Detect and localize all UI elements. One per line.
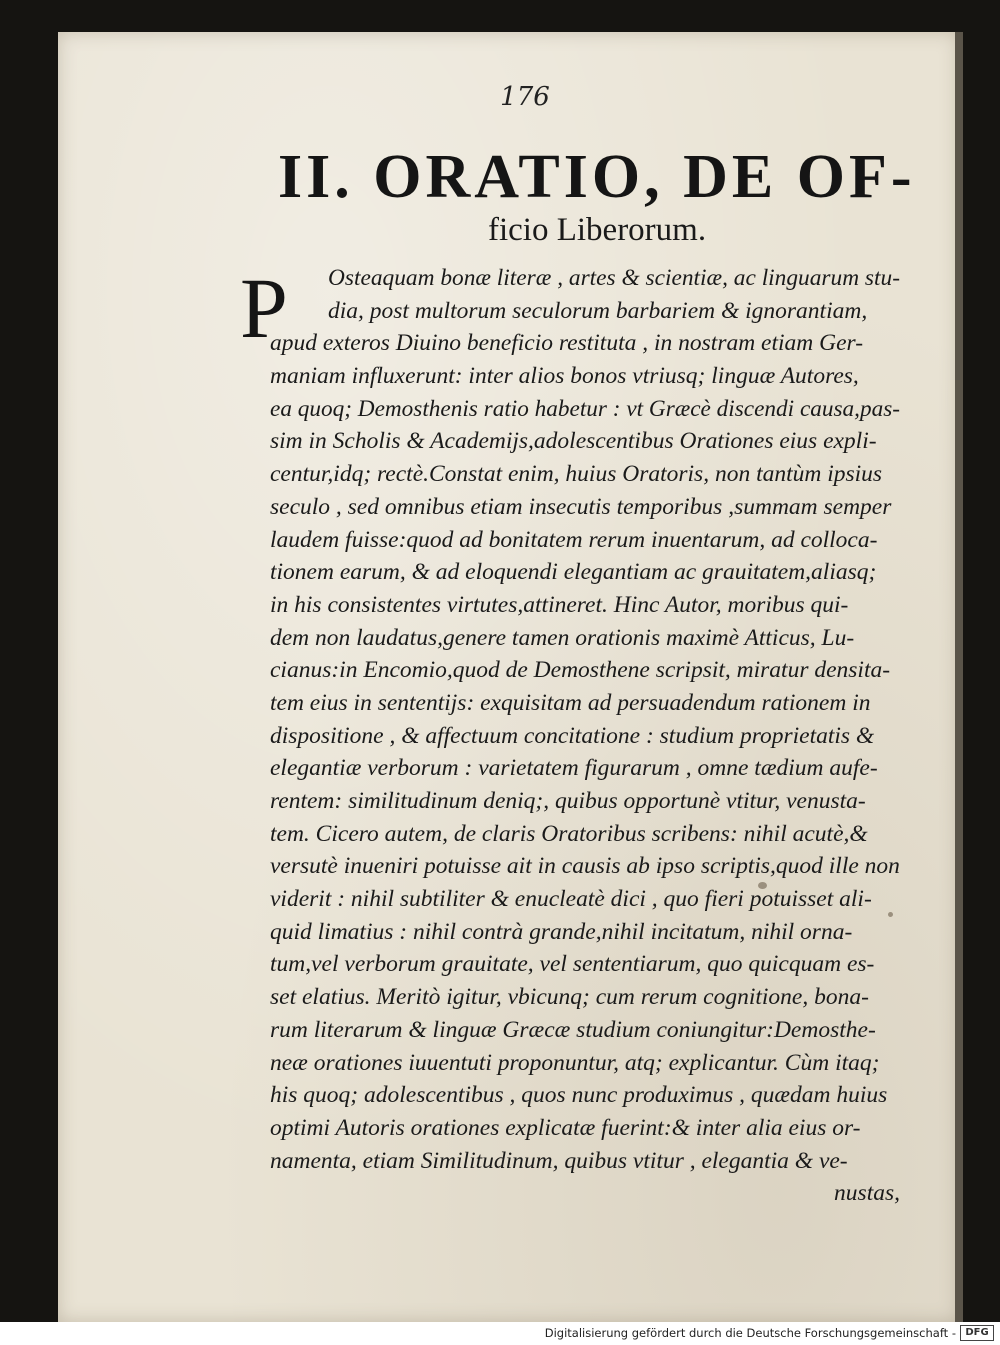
catchword: nustas, <box>834 1180 900 1207</box>
text-line: his quoq; adolescentibus , quos nunc produximus , quædam huius <box>270 1082 888 1109</box>
text-line: in his consistentes virtutes,attineret. Hinc Autor, moribus qui- <box>270 591 849 618</box>
dfg-logo-icon: DFG <box>960 1325 994 1341</box>
text-line: tem. Cicero autem, de claris Oratoribus scribens: nihil acutè,& <box>270 820 868 847</box>
text-line: laudem fuisse:quod ad bonitatem rerum inuentarum, ad colloca- <box>270 526 878 553</box>
text-line: dem non laudatus,genere tamen orationis maximè Atticus, Lu- <box>270 624 855 651</box>
text-line: rum literarum & linguæ Græcæ studium coniungitur:Demosthe- <box>270 1016 876 1043</box>
text-line: ea quoq; Demosthenis ratio habetur : vt Græcè discendi causa,pas- <box>270 395 900 422</box>
text-line: Osteaquam bonæ literæ , artes & scientiæ, ac linguarum stu- <box>328 265 900 291</box>
text-line: centur,idq; rectè.Constat enim, huius Oratoris, non tantùm ipsius <box>270 461 883 488</box>
page-number: 176 <box>500 82 550 112</box>
text-line: dispositione , & affectuum concitatione : studium proprietatis & <box>270 722 875 749</box>
text-line: set elatius. Meritò igitur, vbicunq; cum rerum cognitione, bona- <box>270 984 869 1011</box>
text-line: namenta, etiam Similitudinum, quibus vtitur , elegantia & ve- <box>270 1147 848 1174</box>
text-line: cianus:in Encomio,quod de Demosthene scripsit, miratur densita- <box>270 657 891 684</box>
text-line: rentem: similitudinum deniq;, quibus opportunè vtitur, venusta- <box>270 788 866 814</box>
text-line: tionem earum, & ad eloquendi elegantiam ac grauitatem,aliasq; <box>270 559 877 586</box>
text-line: neæ orationes iuuentuti proponuntur, atq; explicantur. Cùm itaq; <box>270 1049 880 1076</box>
text-line: optimi Autoris orationes explicatæ fuerint:& inter alia eius or- <box>270 1114 861 1141</box>
text-line: versutè inueniri potuisse ait in causis ab ipso scriptis,quod ille non <box>270 853 900 880</box>
text-line: dia, post multorum seculorum barbariem & ignorantiam, <box>328 297 868 324</box>
funding-credit: Digitalisierung gefördert durch die Deutsche Forschungsgemeinschaft - <box>544 1326 956 1340</box>
text-line: viderit : nihil subtiliter & enucleatè dici , quo fieri potuisset ali- <box>270 886 872 913</box>
oration-subtitle: ficio Liberorum. <box>488 212 707 248</box>
text-line: tem eius in sententijs: exquisitam ad persuadendum rationem in <box>270 689 871 716</box>
drop-cap: P <box>240 260 288 356</box>
text-line: seculo , sed omnibus etiam insecutis temporibus ,summam semper <box>270 493 892 520</box>
text-line: maniam influxerunt: inter alios bonos vtriusq; linguæ Autores, <box>270 363 859 390</box>
text-line: quid limatius : nihil contrà grande,nihil incitatum, nihil orna- <box>270 918 853 945</box>
oration-title: II. ORATIO, DE OF- <box>278 143 916 211</box>
text-line: tum,vel verborum grauitate, vel sententiarum, quo quicquam es- <box>270 951 875 978</box>
body-text <box>270 262 900 1210</box>
page-edge <box>955 32 963 1322</box>
text-line: apud exteros Diuino beneficio restituta , in nostram etiam Ger- <box>270 330 864 357</box>
footer-bar <box>0 1322 1000 1345</box>
text-line: sim in Scholis & Academijs,adolescentibus Orationes eius expli- <box>270 428 877 455</box>
text-line: elegantiæ verborum : varietatem figurarum , omne tædium aufe- <box>270 755 878 782</box>
